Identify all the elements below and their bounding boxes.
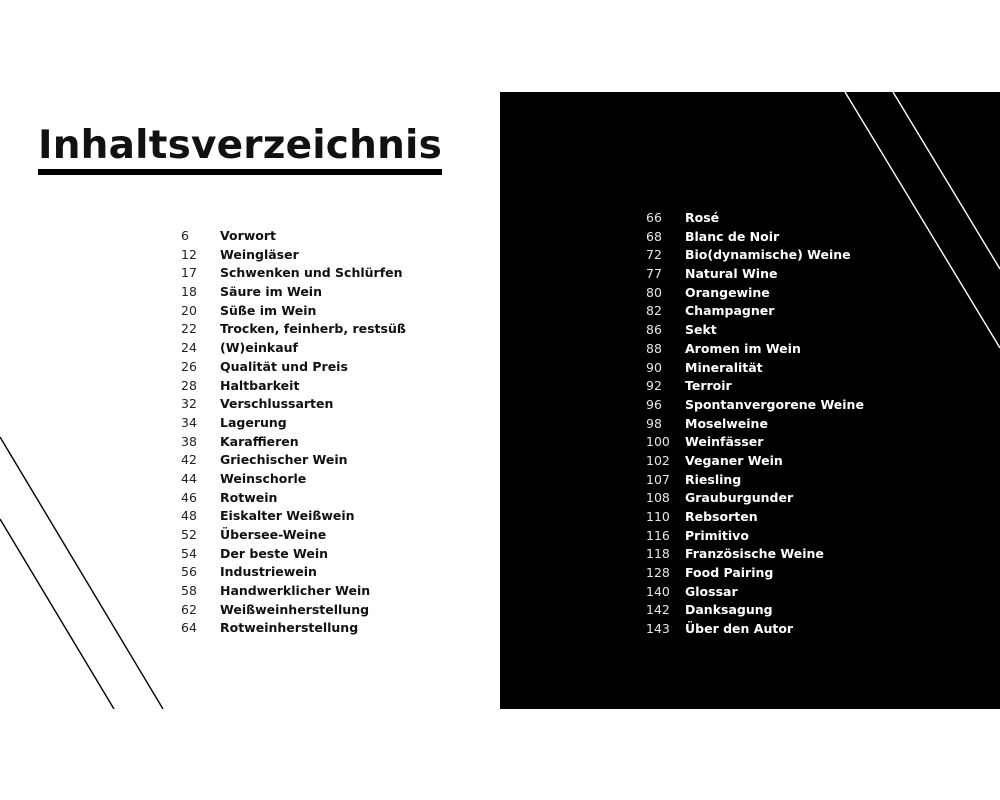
- toc-page-number: 44: [181, 470, 197, 486]
- toc-page-number: 66: [646, 210, 662, 225]
- toc-entry-title: Vorwort: [220, 228, 277, 243]
- toc-page-number: 56: [181, 564, 197, 580]
- toc-entry-title: Trocken, feinherb, restsüß: [220, 321, 406, 337]
- toc-entry: [646, 302, 864, 321]
- toc-page-number: 77: [646, 266, 662, 282]
- toc-entry: [646, 284, 864, 303]
- toc-entry-title: Eiskalter Weißwein: [220, 508, 355, 524]
- toc-entry: [181, 470, 406, 489]
- toc-entry: [181, 507, 406, 526]
- toc-entry: [181, 433, 406, 452]
- toc-entry-title: Terroir: [685, 378, 732, 394]
- toc-entry-title: Veganer Wein: [685, 452, 783, 468]
- toc-page-number: 128: [646, 565, 670, 581]
- toc-entry-title: Natural Wine: [685, 266, 778, 282]
- toc-entry-title: Glossar: [685, 583, 738, 599]
- toc-entry: [646, 452, 864, 471]
- toc-entry: [646, 377, 864, 396]
- toc-list-left: [181, 227, 406, 638]
- toc-entry-title: Aromen im Wein: [685, 340, 801, 356]
- toc-page-number: 68: [646, 228, 662, 244]
- toc-entry: [181, 526, 406, 545]
- toc-page-number: 110: [646, 509, 670, 524]
- toc-entry: [181, 339, 406, 358]
- toc-page-number: 12: [181, 246, 197, 262]
- toc-page-number: 143: [646, 621, 670, 637]
- left-page: [0, 92, 500, 709]
- toc-entry-title: Qualität und Preis: [220, 358, 348, 374]
- toc-page-number: 34: [181, 414, 197, 430]
- toc-page-number: 64: [181, 620, 197, 636]
- page-title: Inhaltsverzeichnis: [38, 126, 442, 175]
- toc-entry-title: Rotweinherstellung: [220, 620, 359, 636]
- toc-entry: [646, 601, 864, 620]
- toc-page-number: 82: [646, 303, 662, 319]
- toc-page-number: 62: [181, 601, 197, 617]
- toc-entry-title: Süße im Wein: [220, 302, 317, 318]
- toc-entry-title: (W)einkauf: [220, 340, 298, 356]
- toc-entry-title: Orangewine: [685, 284, 770, 300]
- toc-entry: [646, 471, 864, 490]
- toc-page-number: 140: [646, 583, 670, 599]
- toc-entry: [646, 228, 864, 247]
- toc-page-number: 26: [181, 358, 197, 374]
- toc-entry: [181, 227, 406, 246]
- toc-entry-title: Grauburgunder: [685, 490, 794, 506]
- toc-entry: [646, 415, 864, 434]
- toc-entry-title: Weißweinherstellung: [220, 601, 370, 617]
- toc-entry: [646, 583, 864, 602]
- toc-entry-title: Handwerklicher Wein: [220, 583, 371, 599]
- toc-list-right: [646, 209, 864, 639]
- toc-page-number: 98: [646, 415, 662, 431]
- toc-entry: [646, 265, 864, 284]
- toc-page-number: 28: [181, 377, 197, 393]
- toc-entry: [181, 395, 406, 414]
- toc-page-number: 6: [181, 228, 189, 243]
- toc-entry-title: Blanc de Noir: [685, 228, 780, 244]
- toc-entry-title: Danksagung: [685, 602, 773, 618]
- toc-entry: [646, 359, 864, 378]
- toc-page-number: 18: [181, 284, 197, 300]
- toc-entry: [181, 563, 406, 582]
- toc-page-number: 108: [646, 490, 670, 506]
- toc-entry: [646, 527, 864, 546]
- toc-page-number: 116: [646, 527, 670, 543]
- toc-page-number: 86: [646, 322, 662, 338]
- toc-entry-title: Französische Weine: [685, 546, 824, 562]
- toc-page-number: 58: [181, 583, 197, 599]
- toc-entry: [646, 545, 864, 564]
- toc-entry-title: Bio(dynamische) Weine: [685, 247, 851, 263]
- toc-entry-title: Weingläser: [220, 246, 299, 262]
- toc-entry-title: Übersee-Weine: [220, 527, 327, 542]
- toc-entry-title: Champagner: [685, 303, 775, 319]
- toc-entry-title: Schwenken und Schlürfen: [220, 265, 403, 281]
- toc-page-number: 107: [646, 471, 670, 487]
- toc-entry: [646, 433, 864, 452]
- toc-page-number: 46: [181, 489, 197, 505]
- toc-entry: [646, 564, 864, 583]
- toc-entry: [181, 264, 406, 283]
- toc-entry-title: Rebsorten: [685, 509, 758, 524]
- toc-entry-title: Der beste Wein: [220, 545, 329, 561]
- toc-page-number: 48: [181, 508, 197, 524]
- toc-entry: [181, 601, 406, 620]
- toc-page-number: 72: [646, 247, 662, 263]
- toc-page-number: 102: [646, 452, 670, 468]
- toc-entry: [181, 283, 406, 302]
- toc-entry-title: Lagerung: [220, 414, 287, 430]
- toc-entry-title: Food Pairing: [685, 565, 774, 581]
- toc-page-number: 42: [181, 452, 197, 468]
- toc-entry-title: Säure im Wein: [220, 284, 322, 300]
- toc-entry: [181, 377, 406, 396]
- toc-entry-title: Riesling: [685, 471, 742, 487]
- toc-page-number: 24: [181, 340, 197, 356]
- toc-page-number: 92: [646, 378, 662, 394]
- toc-entry-title: Industriewein: [220, 564, 317, 580]
- toc-entry: [646, 396, 864, 415]
- toc-entry: [181, 451, 406, 470]
- toc-entry: [646, 489, 864, 508]
- toc-entry: [646, 321, 864, 340]
- toc-page-number: 142: [646, 602, 670, 618]
- toc-page-number: 52: [181, 527, 197, 542]
- toc-page-number: 54: [181, 545, 197, 561]
- toc-entry-title: Über den Autor: [685, 621, 794, 637]
- toc-page-number: 38: [181, 433, 197, 449]
- toc-page-number: 88: [646, 340, 662, 356]
- toc-entry: [646, 209, 864, 228]
- toc-entry: [181, 358, 406, 377]
- toc-entry-title: Rotwein: [220, 489, 278, 505]
- toc-entry-title: Spontanvergorene Weine: [685, 396, 864, 412]
- toc-page-number: 118: [646, 546, 670, 562]
- toc-entry: [646, 508, 864, 527]
- toc-entry: [181, 320, 406, 339]
- toc-entry: [181, 302, 406, 321]
- toc-page-number: 22: [181, 321, 197, 337]
- toc-entry-title: Weinfässer: [685, 434, 764, 450]
- toc-page-number: 20: [181, 302, 197, 318]
- toc-entry: [181, 545, 406, 564]
- toc-entry-title: Verschlussarten: [220, 396, 334, 412]
- toc-entry: [181, 246, 406, 265]
- toc-entry: [181, 489, 406, 508]
- toc-entry-title: Rosé: [685, 210, 720, 225]
- toc-page-number: 32: [181, 396, 197, 412]
- toc-entry-title: Griechischer Wein: [220, 452, 348, 468]
- toc-page-number: 80: [646, 284, 662, 300]
- toc-page-number: 17: [181, 265, 197, 281]
- toc-page-number: 100: [646, 434, 670, 450]
- toc-entry-title: Weinschorle: [220, 470, 307, 486]
- right-page: [500, 92, 1000, 709]
- toc-entry: [181, 582, 406, 601]
- toc-page-number: 90: [646, 359, 662, 375]
- toc-entry-title: Karaffieren: [220, 433, 299, 449]
- toc-entry-title: Sekt: [685, 322, 717, 338]
- toc-entry-title: Haltbarkeit: [220, 377, 300, 393]
- toc-page-number: 96: [646, 396, 662, 412]
- toc-entry: [181, 414, 406, 433]
- toc-entry-title: Primitivo: [685, 527, 749, 543]
- toc-entry: [181, 619, 406, 638]
- toc-entry: [646, 246, 864, 265]
- toc-entry-title: Mineralität: [685, 359, 763, 375]
- toc-entry: [646, 620, 864, 639]
- toc-entry: [646, 340, 864, 359]
- toc-entry-title: Moselweine: [685, 415, 768, 431]
